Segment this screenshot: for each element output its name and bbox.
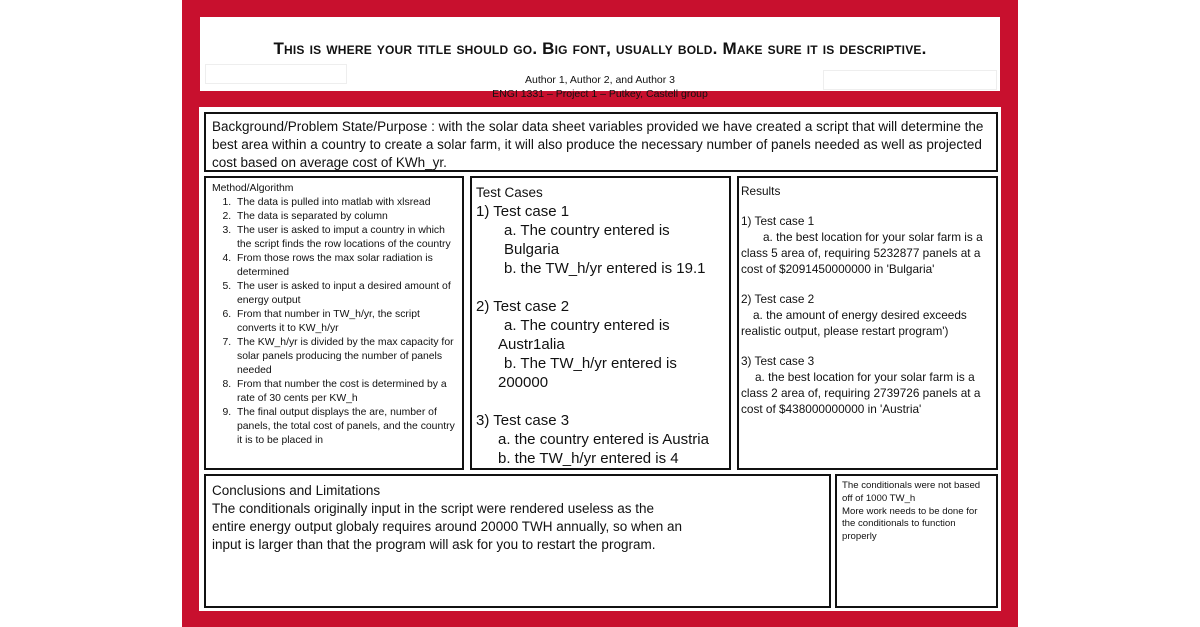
result-2-title: 2) Test case 2 — [741, 292, 815, 306]
method-heading: Method/Algorithm — [212, 183, 294, 194]
conclusions-section — [204, 474, 831, 608]
test-case-1-b: b. the TW_h/yr entered is 19.1 — [504, 260, 706, 277]
poster-title: This is where your title should go. Big font, usually bold. Make sure it is descriptive. — [273, 39, 927, 58]
test-case-3-a: a. the country entered is Austria — [498, 431, 709, 448]
test-case-2-b-value: 200000 — [498, 374, 549, 391]
conclusions-body: The conditionals originally input in the script were rendered useless as the entire energy output globaly requires around 20000 TWH annually, so when an input is larger than that the program will ask for you to restart the program. — [212, 501, 683, 552]
test-case-3-b: b. the TW_h/yr entered is 4 — [498, 450, 679, 467]
test-case-2-b: b. The TW_h/yr entered is — [504, 355, 677, 372]
method-section — [204, 176, 464, 470]
method-steps-list — [212, 196, 456, 448]
test-cases-section — [470, 176, 731, 470]
results-heading: Results — [741, 184, 781, 198]
method-step: 8. From that number the cost is determined by a rate of 30 cents per KW_h — [234, 378, 456, 406]
test-case-2-title: 2) Test case 2 — [476, 298, 570, 315]
method-step: 4. From those rows the max solar radiation is determined — [234, 252, 456, 280]
result-1-text: a. the best location for your solar farm is a class 5 area of, requiring 5232877 panels at a cost of $2091450000000 in 'Bulgaria' — [741, 230, 983, 276]
header-placeholder-right — [823, 70, 997, 90]
test-case-2-a-value: Austr1alia — [498, 336, 565, 353]
method-step: 3. The user is asked to imput a country in which the script finds the row locations of the country — [234, 224, 456, 252]
conclusions-heading: Conclusions and Limitations — [212, 483, 381, 498]
note-line-1: The conditionals were not based off of 1000 TW_h — [842, 480, 981, 504]
result-2-text: a. the amount of energy desired exceeds realistic output, please restart program') — [741, 308, 967, 338]
test-case-2-a: a. The country entered is — [504, 317, 670, 334]
note-line-2: More work needs to be done for the conditionals to function properly — [842, 505, 978, 543]
results-section — [737, 176, 998, 470]
test-case-1-a: a. The country entered is Bulgaria — [504, 222, 670, 258]
limitations-note — [835, 474, 998, 608]
method-step: 6. From that number in TW_h/yr, the script converts it to KW_h/yr — [234, 308, 456, 336]
course-line: ENGI 1331 – Project 1 – Putkey, Castell group — [492, 88, 708, 100]
result-3-text: a. the best location for your solar farm is a class 2 area of, requiring 2739726 panels at a cost of $438000000000 in 'Austria' — [741, 370, 981, 416]
method-step: 1. The data is pulled into matlab with xlsread — [234, 196, 456, 210]
authors-line: Author 1, Author 2, and Author 3 — [524, 74, 676, 86]
background-text: Background/Problem State/Purpose : with the solar data sheet variables provided we have created a script that will determine the best area within a country to create a solar farm, it will also produce the necessary number of panels needed as well as projected cost based on average cost of KWh_yr. — [212, 119, 984, 170]
method-step: 2. The data is separated by column — [234, 210, 456, 224]
header-placeholder-left — [205, 64, 347, 84]
test-cases-heading: Test Cases — [476, 185, 543, 200]
result-3-title: 3) Test case 3 — [741, 354, 815, 368]
test-case-3-title: 3) Test case 3 — [476, 412, 570, 429]
test-case-1-title: 1) Test case 1 — [476, 203, 570, 220]
background-section — [204, 112, 998, 172]
result-1-title: 1) Test case 1 — [741, 214, 815, 228]
method-step: 7. The KW_h/yr is divided by the max capacity for solar panels producing the number of panels needed — [234, 336, 456, 378]
method-step: 5. The user is asked to input a desired amount of energy output — [234, 280, 456, 308]
method-step: 9. The final output displays the are, number of panels, the total cost of panels, and the country it is to be placed in — [234, 406, 456, 448]
